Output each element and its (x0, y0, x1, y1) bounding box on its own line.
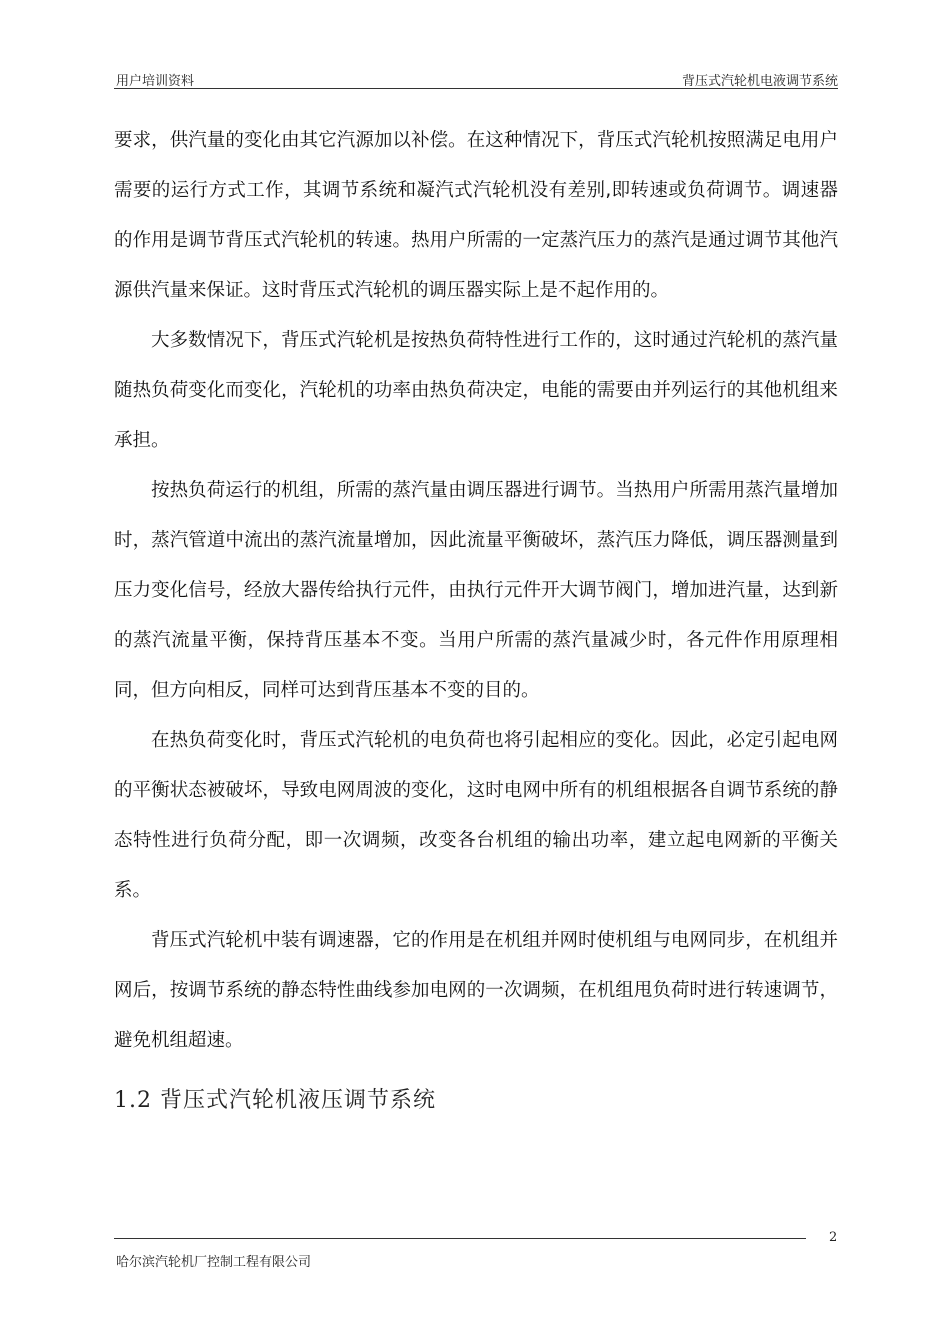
paragraph-speed-governor: 背压式汽轮机中装有调速器，它的作用是在机组并网时使机组与电网同步，在机组并网后，按调节系统的静态特性曲线参加电网的一次调频，在机组甩负荷时进行转速调节，避免机组超速。 (114, 930, 838, 1051)
page-header (114, 66, 838, 89)
paragraph-continuation: 要求，供汽量的变化由其它汽源加以补偿。在这种情况下，背压式汽轮机按照满足电用户需要的运行方式工作，其调节系统和凝汽式汽轮机没有差别,即转速或负荷调节。调速器的作用是调节背压式汽轮机的转速。热用户所需的一定蒸汽压力的蒸汽是通过调节其他汽源供汽量来保证。这时背压式汽轮机的调压器实际上是不起作用的。 (114, 130, 838, 301)
section-heading: 1.2 背压式汽轮机液压调节系统 (114, 1088, 436, 1113)
paragraph-grid-balance: 在热负荷变化时，背压式汽轮机的电负荷也将引起相应的变化。因此，必定引起电网的平衡状态被破坏，导致电网周波的变化，这时电网中所有的机组根据各自调节系统的静态特性进行负荷分配，即一次调频，改变各台机组的输出功率，建立起电网新的平衡关系。 (114, 730, 838, 901)
header-right-title: 背压式汽轮机电液调节系统 (681, 74, 838, 89)
header-left-title: 用户培训资料 (116, 74, 195, 89)
footer-company-name: 哈尔滨汽轮机厂控制工程有限公司 (116, 1255, 312, 1270)
page-number: 2 (829, 1230, 838, 1245)
paragraph-heat-load: 大多数情况下，背压式汽轮机是按热负荷特性进行工作的，这时通过汽轮机的蒸汽量随热负荷变化而变化，汽轮机的功率由热负荷决定，电能的需要由并列运行的其他机组来承担。 (114, 330, 838, 451)
body-text (114, 116, 838, 1066)
paragraph-pressure-regulation: 按热负荷运行的机组，所需的蒸汽量由调压器进行调节。当热用户所需用蒸汽量增加时，蒸汽管道中流出的蒸汽流量增加，因此流量平衡破坏，蒸汽压力降低，调压器测量到压力变化信号，经放大器传给执行元件，由执行元件开大调节阀门，增加进汽量，达到新的蒸汽流量平衡，保持背压基本不变。当用户所需的蒸汽量减少时，各元件作用原理相同，但方向相反，同样可达到背压基本不变的目的。 (114, 480, 838, 701)
footer-divider (114, 1238, 806, 1239)
